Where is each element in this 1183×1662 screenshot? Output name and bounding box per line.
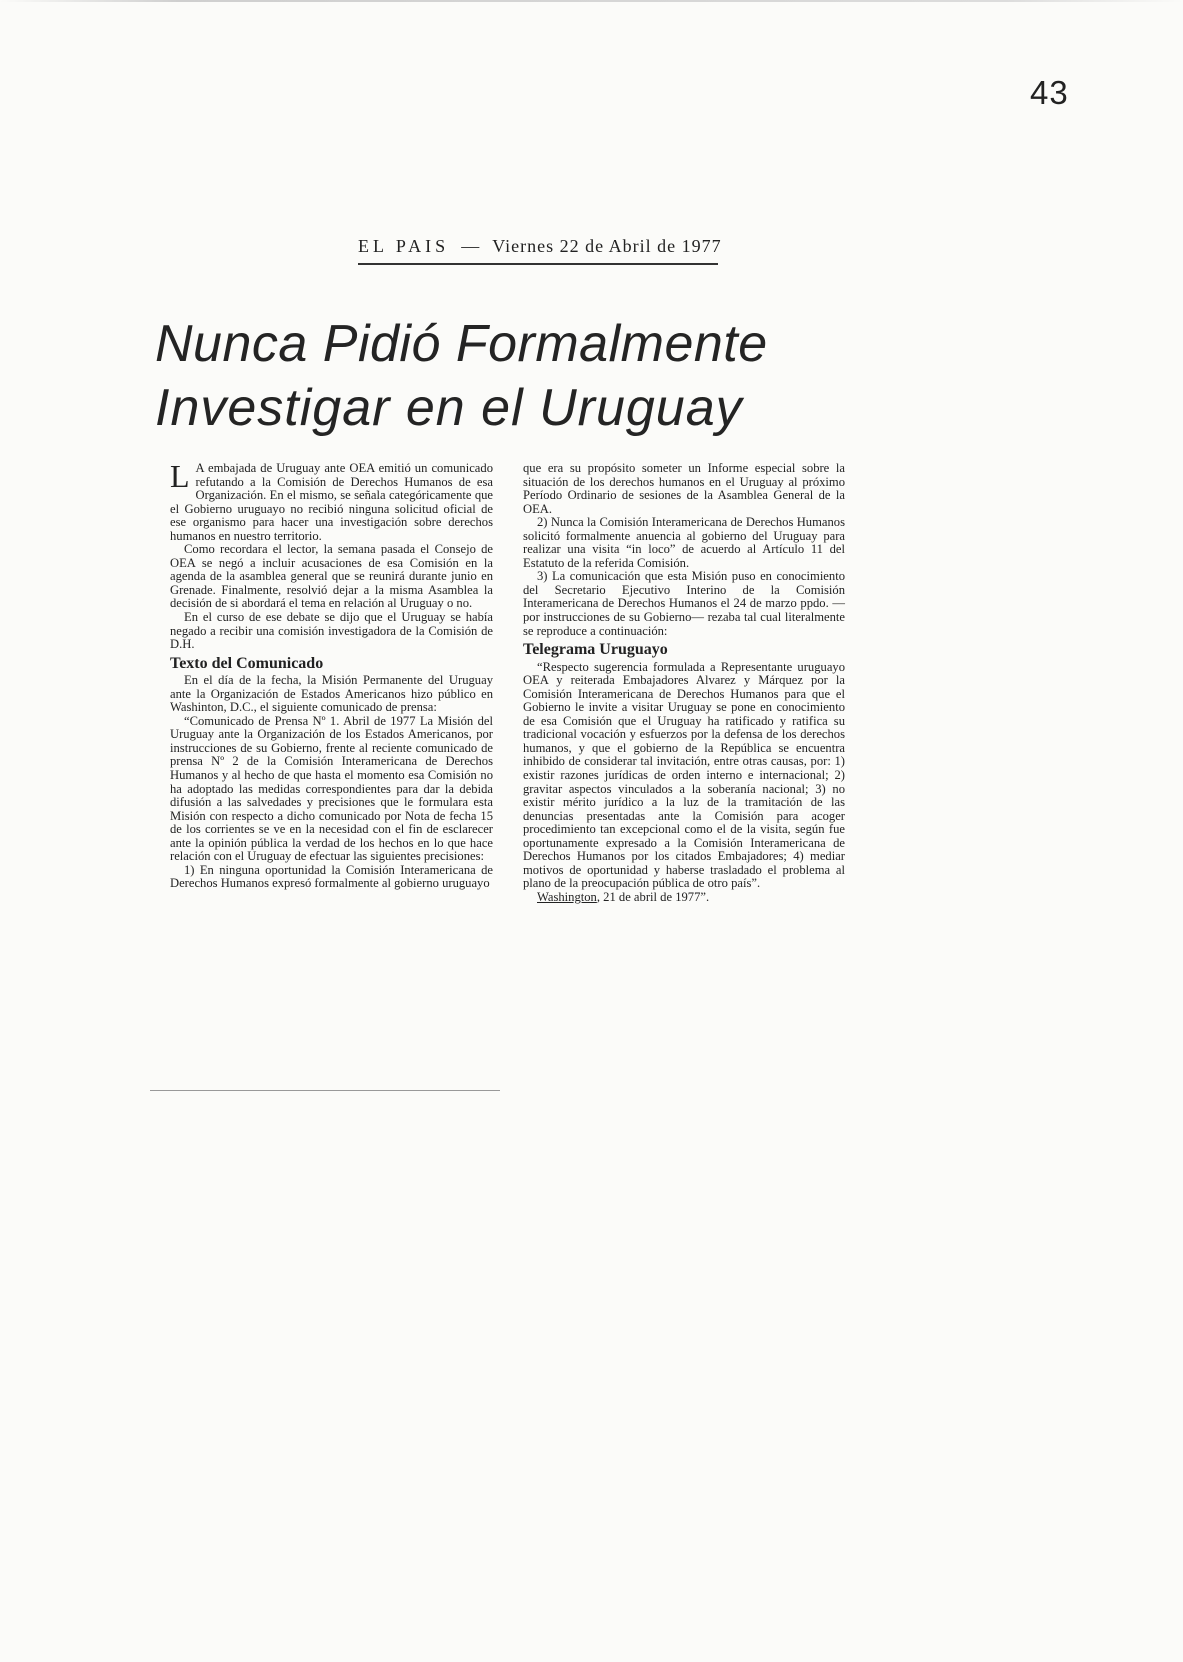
newspaper-masthead [358,236,722,265]
sign-date: , 21 de abril de 1977”. [596,889,710,904]
paragraph: 1) En ninguna oportunidad la Comisión Interamericana de Derechos Humanos expresó formalmente al gobierno uruguayo [170,862,493,891]
headline-line-1: Nunca Pidió Formalmente [155,315,768,373]
paragraph: Como recordara el lector, la semana pasada el Consejo de OEA se negó a incluir acusaciones de esa Comisión en la agenda de la asamblea general que se reunirá durante junio en Grenade. Finalmente, resolvió dejar a la misma Asamblea la decisión de si abordará el tema en relación al Uruguay o no. [170,542,493,611]
newspaper-name: EL PAIS [358,236,450,256]
section-subheading: Telegrama Uruguayo [523,641,668,659]
page-number: 43 [1030,74,1069,111]
paragraph: “Comunicado de Prensa Nº 1. Abril de 1977 La Misión del Uruguay ante la Organización de los Estados Americanos, por instrucciones de su Gobierno, frente al reciente comunicado de prensa Nº 2 de la Comisión Interamericana de Derechos Humanos y al hecho de que hasta el momento esa Comisión no ha adoptado las medidas correspondientes para dar la debida difusión a las salvedades y precisiones que le formulara esta Misión con respecto a dicho comunicado por Nota de fecha 15 de los corrientes se ve en la necesidad con el fin de esclarecer ante la opinión pública la verdad de los hechos en lo que hace relación con el Uruguay de efectuar las siguientes precisiones: [170,713,493,864]
paragraph: que era su propósito someter un Informe especial sobre la situación de los derechos humanos en el Uruguay al próximo Período Ordinario de sesiones de la Asamblea General de la OEA. [523,461,845,516]
paragraph: En el curso de ese debate se dijo que el Uruguay se había negado a recibir una comisión investigadora de la Comisión de D.H. [170,610,493,652]
publication-date: Viernes 22 de Abril de 1977 [492,236,722,256]
headline-line-2: Investigar en el Uruguay [155,379,743,437]
paragraph: 2) Nunca la Comisión Interamericana de Derechos Humanos solicitó formalmente anuencia al gobierno del Uruguay para realizar una visita “in loco” de acuerdo al Artículo 11 del Estatuto de la referida Comisión. [523,515,845,570]
lead-paragraph-text: A embajada de Uruguay ante OEA emitió un comunicado refutando a la Comisión de Derechos Humanos de esa Organización. En el mismo, se señala categóricamente que el Gobierno uruguayo no recibió ninguna solicitud oficial de ese organismo para hacer una investigación sobre derechos humanos en nuestro territorio. [170,461,493,543]
sign-place: Washington [537,889,597,904]
drop-cap: L [170,458,190,494]
section-subheading: Texto del Comunicado [170,654,324,672]
article-column-right [523,462,845,905]
paragraph: En el día de la fecha, la Misión Permanente del Uruguay ante la Organización de Estados Americanos hizo público en Washinton, D.C., el siguiente comunicado de prensa: [170,673,493,715]
article-headline [155,315,855,437]
paragraph: “Respecto sugerencia formulada a Representante uruguayo OEA y reiterada Embajadores Alvarez y Márquez por la Comisión Interamericana de Derechos Humanos para que el Gobierno le invite a visitar Uruguay se pone en conocimiento de esa Comisión que el Uruguay ha ratificado y ratifica su tradicional vocación y esfuerzos por la defensa de los derechos humanos, y que el gobierno de la República se encuentra inhibido de considerar tal invitación, entre otras causas, por: 1) existir razones jurídicas de orden interno e internacional; 2) gravitar aspectos vinculados a la soberanía nacional; 3) no existir mérito jurídico a la luz de la tramitación de las denuncias presentadas ante la Comisión para acoger procedimiento tan excepcional como el de la visita, según fue oportunamente expresado a la Comisión Interamericana de Derechos Humanos por los citados Embajadores; 4) mediar motivos de oportunidad y haberse trasladado el problema al plano de la preocupación pública de otro país”. [523,659,845,891]
clipping-bottom-rule [150,1090,500,1091]
dateline-signature [523,891,845,905]
masthead-dash: — [461,236,481,256]
paragraph: 3) La comunicación que esta Misión puso en conocimiento del Secretario Ejecutivo Interino de la Comisión Interamericana de Derechos Humanos el 24 de marzo ppdo. —por instrucciones de su Gobierno— rezaba tal cual literalmente se reproduce a continuación: [523,569,845,638]
article-column-left [170,458,493,891]
lead-paragraph [170,458,493,543]
page-top-edge [0,0,1183,2]
